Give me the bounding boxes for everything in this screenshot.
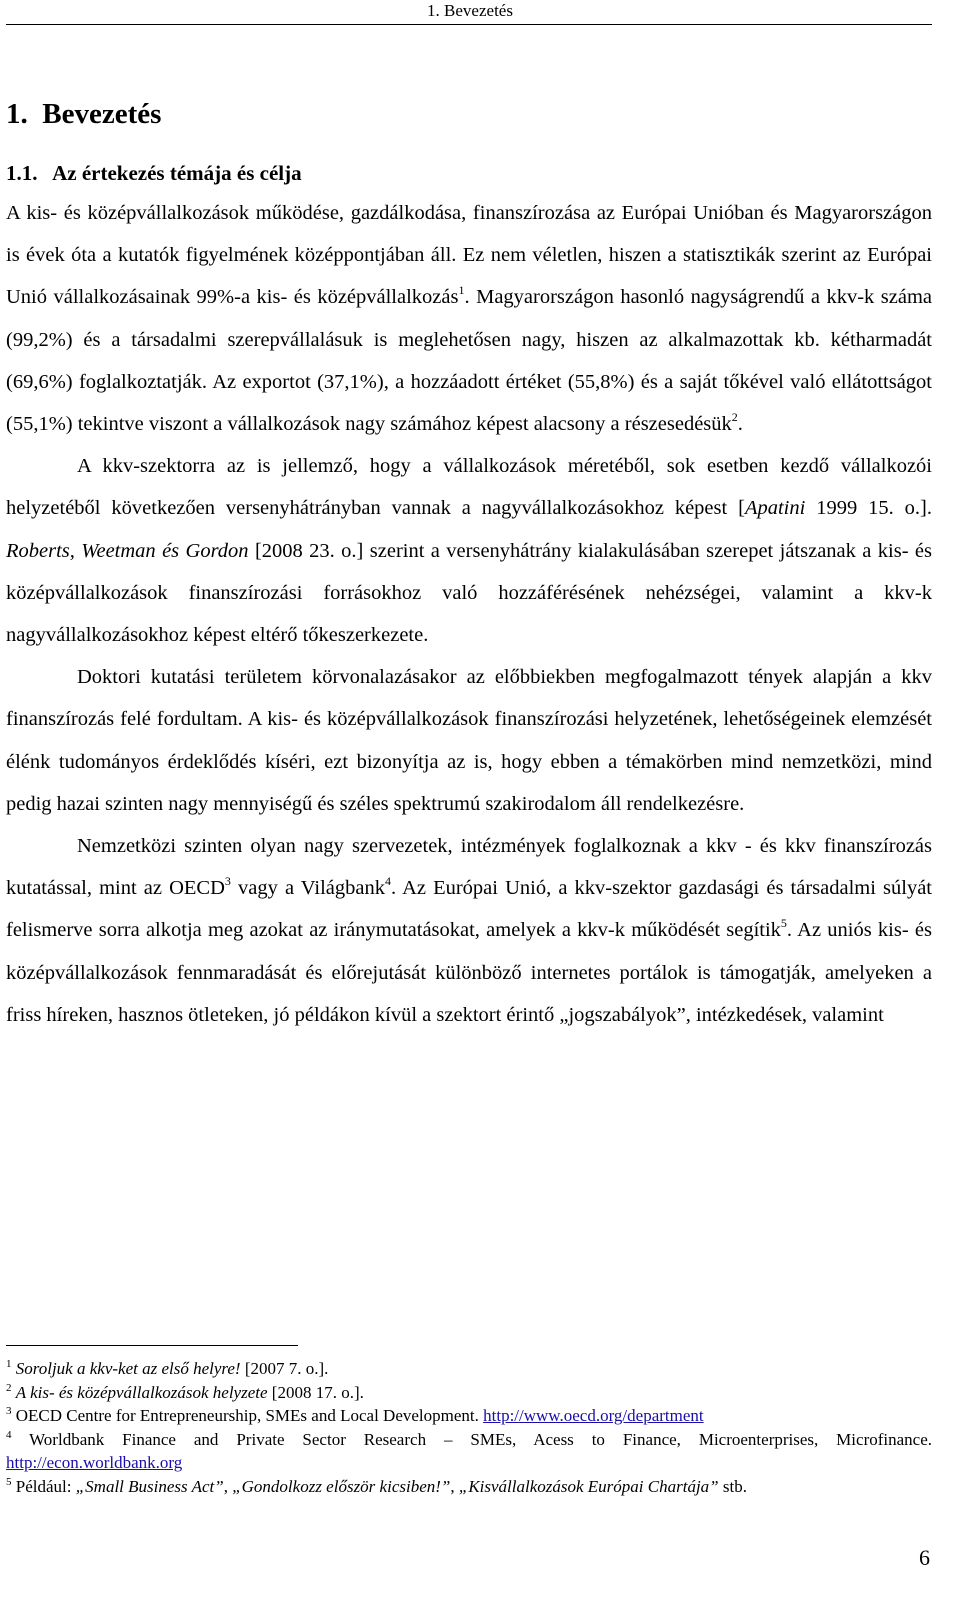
footnote-ref-4[interactable]: 4 [384, 874, 391, 889]
body-text [6, 192, 932, 1036]
worldbank-link[interactable]: http://econ.worldbank.org [6, 1453, 183, 1473]
footnote-ref-5[interactable]: 5 [780, 916, 787, 931]
section-number: 1.1. [6, 161, 38, 185]
paragraph-1: A kis- és középvállalkozások működése, gazdálkodása, finanszírozása az Európai Unióban és Magyarországon is évek óta a kutatók figyelmének középpontjában áll. Ez nem véletlen, hiszen a statisztikák szerint az Európai Unió vállalkozásainak 99%-a kis- és középvállalkozás$^1$. Magyarországon hasonló nagyságrendű a kkv-k száma (99,2%) és a társadalmi szerepvállalásuk is meglehetősen nagy, hiszen az alkalmazottak kb. kétharmadát (69,6%) foglalkoztatják. Az exportot (37,1%), a hozzáadott értéket (55,8%) és a saját tőkével való ellátottságot (55,1%) tekintve viszont a vállalkozások nagy számához képest alacsony a részesedésük$^2$. [6, 202, 932, 436]
footnote-ref-3[interactable]: 3 [224, 874, 231, 889]
running-header: 1. Bevezetés [427, 1, 513, 20]
chapter-heading [6, 96, 161, 132]
paragraph-4: Nemzetközi szinten olyan nagy szervezetek, intézmények foglalkoznak a kkv - és kkv finanszírozás kutatással, mint az OECD$^3$ vagy a Világbank$^4$. Az Európai Unió, a kkv-szektor gazdasági és társadalmi súlyát felismerve sorra alkotja meg azokat az iránymutatásokat, amelyek a kkv-k működését segítik$^5$. Az uniós kis- és középvállalkozások fennmaradását és előrejutását különböző internetes portálok is támogatják, amelyeken a friss híreken, hasznos ötleteken, jó példákon kívül a szektort érintő „jogszabályok”, intézkedések, valamint [6, 835, 932, 1026]
footnote-1: $^1$ Soroljuk a kkv-ket az első helyre! [2007 7. o.]. [6, 1358, 329, 1378]
chapter-number: 1. [6, 98, 28, 130]
footnote-rule [6, 1345, 298, 1346]
citation-roberts: Roberts, Weetman és Gordon [6, 539, 249, 562]
header-rule [6, 24, 932, 25]
oecd-link[interactable]: http://www.oecd.org/department [483, 1406, 704, 1426]
footnote-ref-1[interactable]: 1 [458, 283, 465, 298]
footnote-2: $^2$ A kis- és középvállalkozások helyzete [2008 17. o.]. [6, 1381, 364, 1402]
footnote-ref-2[interactable]: 2 [731, 410, 738, 425]
citation-apatini: Apatini [744, 497, 806, 520]
section-title: Az értekezés témája és célja [52, 161, 302, 185]
footnote-5: $^5$ Például: „Small Business Act”, „Gondolkozz először kicsiben!”, „Kisvállalkozások Európai Chartája” stb. [6, 1475, 747, 1496]
footnotes [6, 1357, 932, 1499]
section-heading [6, 160, 302, 186]
page-number: 6 [919, 1545, 930, 1570]
paragraph-2: A kkv-szektorra az is jellemző, hogy a vállalkozások méretéből, sok esetben kezdő vállalkozói helyzetéből következően versenyhátrányban vannak a nagyvállalkozásokhoz képest [Apatini 1999 15. o.]. Roberts, Weetman és Gordon [2008 23. o.] szerint a versenyhátrány kialakulásában szerepet játszanak a kis- és középvállalkozások finanszírozási forrásokhoz való hozzáférésének nehézségei, valamint a kkv-k nagyvállalkozásokhoz képest eltérő tőkeszerkezete. [6, 455, 933, 647]
footnote-3: $^3$ OECD Centre for Entrepreneurship, SMEs and Local Development. http://www.oecd.org/department [6, 1405, 704, 1426]
chapter-title: Bevezetés [42, 98, 162, 130]
footnote-4: $^4$ Worldbank Finance and Private Sector Research – SMEs, Acess to Finance, Microenterprises, Microfinance. http://econ.worldbank.org [6, 1428, 932, 1473]
paragraph-3: Doktori kutatási területem körvonalazásakor az előbbiekben megfogalmazott tények alapján a kkv finanszírozás felé fordultam. A kis- és középvállalkozások finanszírozási helyzetének, lehetőségeinek elemzését élénk tudományos érdeklődés kíséri, ezt bizonyítja az is, hogy ebben a témakörben mind nemzetközi, mind pedig hazai szinten nagy mennyiségű és széles spektrumú szakirodalom áll rendelkezésre. [6, 666, 932, 815]
